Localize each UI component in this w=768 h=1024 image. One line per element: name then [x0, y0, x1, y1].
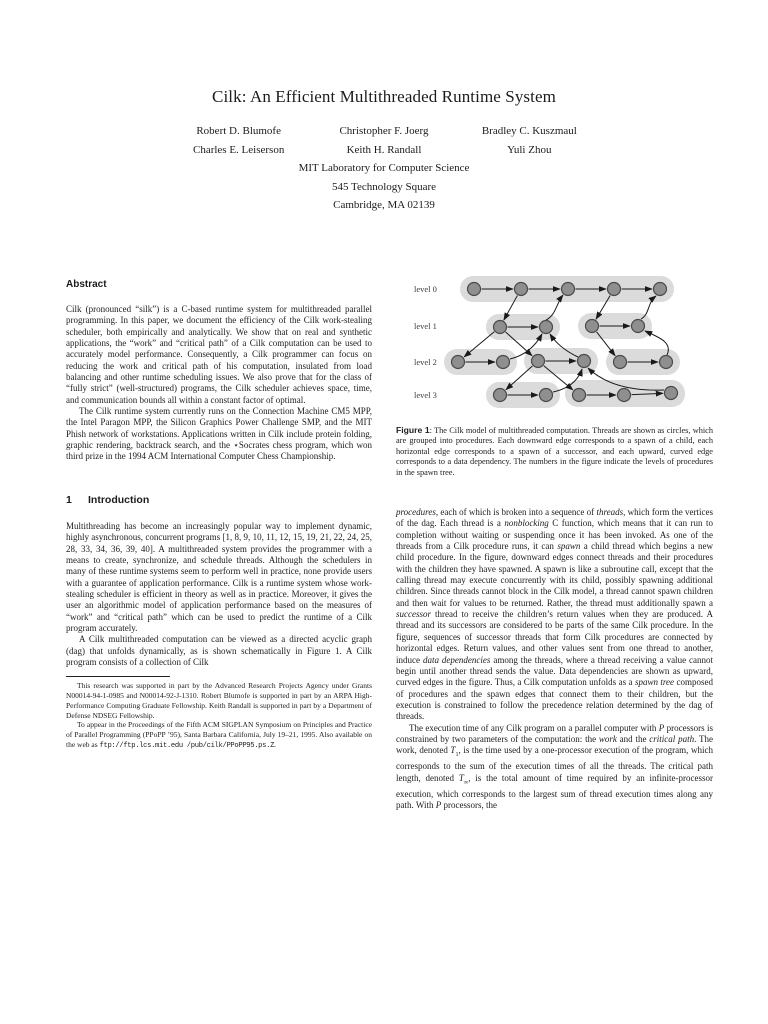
dag-thread-node	[586, 320, 599, 333]
dag-thread-node	[618, 389, 631, 402]
dag-thread-node	[497, 356, 510, 369]
text-segment: 1	[455, 752, 459, 759]
section-title: Introduction	[88, 493, 150, 506]
text-segment: T	[458, 772, 464, 783]
author-name: Christopher F. Joerg	[339, 125, 429, 137]
text-segment: T	[450, 745, 456, 756]
dag-thread-node	[494, 321, 507, 334]
author-name: Keith H. Randall	[346, 143, 422, 156]
abstract-paragraph-2: The Cilk runtime system currently runs on the Connection Machine CM5 MPP, the Intel Paragon MPP, the Silicon Graphics Power Challenge SMP, and the MIT Phish network of workstations. Applications written in Cilk include protein folding, graphic rendering, backtrack search, and the ⋆Socrates chess program, which won third prize in the 1994 ACM International Computer Chess Championship.	[66, 406, 372, 462]
author-row-2	[166, 141, 602, 160]
author-row-1	[166, 122, 602, 141]
dag-thread-node	[494, 389, 507, 402]
author-block	[166, 122, 602, 159]
dag-thread-node	[654, 283, 667, 296]
abstract-heading: Abstract	[66, 279, 107, 290]
footnote-block	[66, 676, 372, 752]
figure-level-label: level 1	[414, 321, 437, 331]
intro-paragraph-1: Multithreading has become an increasingly popular way to implement dynamic, highly asynchronous, concurrent programs [1, 8, 9, 10, 11, 12, 15, 19, 21, 22, 24, 25, 28, 33, 34, 36, 39, 40]. A multithreaded system provides the programmer with a means to create, synchronize, and schedule threads. Although the schedulers in many of these runtime systems seem to perform well in practice, none provide users with a guarantee of application performance. Cilk is a runtime system whose work-stealing scheduler is efficient in theory as well as in practice. Moreover, it gives the user an algorithmic model of application performance based on the measures of “work” and “critical path” which can be used to predict the runtime of a Cilk program accurately.	[66, 520, 372, 633]
text-segment: P	[658, 722, 665, 733]
dag-thread-node	[614, 356, 627, 369]
text-segment: data dependencies	[422, 654, 491, 665]
figure-dag	[396, 268, 716, 418]
author-name: Charles E. Leiserson	[192, 143, 285, 156]
dag-thread-node	[540, 389, 553, 402]
text-segment: ∞	[463, 779, 469, 786]
figure-level-label: level 3	[414, 390, 437, 400]
intro-paragraph-2: A Cilk multithreaded computation can be viewed as a directed acyclic graph (dag) that unfolds dynamically, as is shown schematically in Figure 1. A Cilk program consists of a collection of Cilk	[66, 634, 372, 667]
text-segment: procedures	[396, 507, 436, 518]
footnote-paragraph-2: To appear in the Proceedings of the Fifth ACM SIGPLAN Symposium on Principles and Practice of Parallel Programming (PPoPP ’95), Santa Barbara California, July 19–21, 1995. Also available on the web as ftp://ftp.lcs.mit.edu /pub/cilk/PPoPP95.ps.Z.	[66, 720, 372, 751]
paper-title: Cilk: An Efficient Multithreaded Runtime System	[212, 87, 556, 106]
dag-thread-node	[632, 320, 645, 333]
text-segment: successor	[396, 609, 431, 620]
author-name: Bradley C. Kuszmaul	[481, 125, 577, 137]
dag-thread-node	[665, 387, 678, 400]
text-segment: P	[435, 800, 442, 811]
text-segment: ftp://ftp.lcs.mit.edu /pub/cilk/PPoPP95.ps.Z	[99, 742, 275, 751]
figure-level-label: level 2	[414, 357, 437, 367]
abstract-paragraph-1: Cilk (pronounced “silk”) is a C-based runtime system for multithreaded parallel programming. In this paper, we document the efficiency of the Cilk work-stealing scheduler, both empirically and analytically. We show that on real and synthetic applications, the “work” and “critical path” of a Cilk computation can be used to accurately model performance. Consequently, a Cilk programmer can focus on reducing the work and critical path of his computation, insulated from load balancing and other runtime scheduling issues. We also prove that for the class of “fully strict” (well-structured) programs, the Cilk scheduler achieves space, time, and communication bounds all within a constant factor of optimal.	[66, 304, 372, 405]
dag-thread-node	[660, 356, 673, 369]
affiliation-line: MIT Laboratory for Computer Science	[298, 162, 470, 174]
dag-thread-node	[532, 355, 545, 368]
text-segment: Figure 1	[396, 425, 430, 435]
dag-thread-node	[468, 283, 481, 296]
author-name: Robert D. Blumofe	[196, 125, 281, 137]
dag-edges	[464, 289, 668, 395]
text-segment: work	[598, 733, 617, 744]
left-column	[66, 279, 372, 752]
body-paragraph-2: The execution time of any Cilk program on a parallel computer with P processors is constrained by two parameters of the computation: the work and the critical path. The work, denoted $T_1$, is the time used by a one-processor execution of the program, which corresponds to the sum of the execution times of all the threads. The critical path length, denoted $T_\infty$, is the total amount of time required by an infinite-processor execution, which corresponds to the largest sum of thread execution times along any path. With P processors, the	[396, 722, 713, 811]
affiliation-line: 545 Technology Square	[331, 180, 437, 193]
dag-thread-node	[540, 321, 553, 334]
dag-thread-node	[562, 283, 575, 296]
author-name: Yuli Zhou	[507, 143, 552, 156]
text-segment: critical path	[649, 733, 695, 744]
figure-caption: Figure 1: The Cilk model of multithreaded computation. Threads are shown as circles, which are grouped into procedures. Each downward edge corresponds to a spawn of a child, each horizontal edge corresponds to a spawn of a successor, and each upward, curved edge corresponds to a data dependency. The numbers in the figure indicate the levels of procedures in the spawn tree.	[396, 425, 713, 477]
section-number: 1	[66, 493, 72, 506]
figure-level-label: level 0	[414, 284, 437, 294]
dag-thread-node	[515, 283, 528, 296]
body-paragraph-continuation: procedures, each of which is broken into a sequence of threads, which form the vertices of the dag. Each thread is a nonblocking C function, which means that it can run to completion without waiting or suspending once it has been invoked. As one of the threads from a Cilk procedure runs, it can spawn a child thread which begins a new child procedure. In the figure, downward edges connect threads and their procedures with the children they have spawned. A spawn is like a subroutine call, except that the calling thread may execute concurrently with its child, possibly spawning additional children. Since threads cannot block in the Cilk model, a thread cannot spawn children and then wait for values to be returned. Rather, the thread must additionally spawn a successor thread to receive the children’s return values when they are produced. A thread and its successors are considered to be parts of the same Cilk procedure. In the figure, sequences of successor threads that form Cilk procedures are connected by horizontal edges. Return values, and other values sent from one thread to another, induce data dependencies among the threads, where a thread receiving a value cannot begin until another thread sends the value. Data dependencies are shown as upward, curved edges in the figure. Thus, a Cilk computation unfolds as a spawn tree composed of procedures and the spawn edges that connect them to their children, but the execution is constrained to follow the precedence relation determined by the dag of threads.	[396, 507, 714, 722]
footnote-rule	[66, 676, 170, 677]
text-segment: nonblocking	[504, 518, 549, 529]
text-segment: threads	[596, 507, 624, 518]
affiliation-line: Cambridge, MA 02139	[333, 199, 435, 211]
dag-thread-node	[608, 283, 621, 296]
text-segment: spawn tree	[634, 677, 675, 688]
right-column	[396, 268, 713, 812]
dag-thread-node	[573, 389, 586, 402]
paper-header	[0, 87, 768, 215]
dag-level-labels	[414, 284, 437, 400]
dag-thread-node	[452, 356, 465, 369]
footnote-paragraph-1: This research was supported in part by the Advanced Research Projects Agency under Grants N00014-94-1-0985 and N00014-92-J-1310. Robert Blumofe is supported in part by an ARPA High-Performance Computing Graduate Fellowship. Keith Randall is supported in part by a Department of Defense NDSEG Fellowship.	[66, 681, 372, 720]
dag-thread-node	[578, 355, 591, 368]
introduction-heading	[66, 494, 372, 506]
text-segment: spawn	[557, 541, 581, 552]
